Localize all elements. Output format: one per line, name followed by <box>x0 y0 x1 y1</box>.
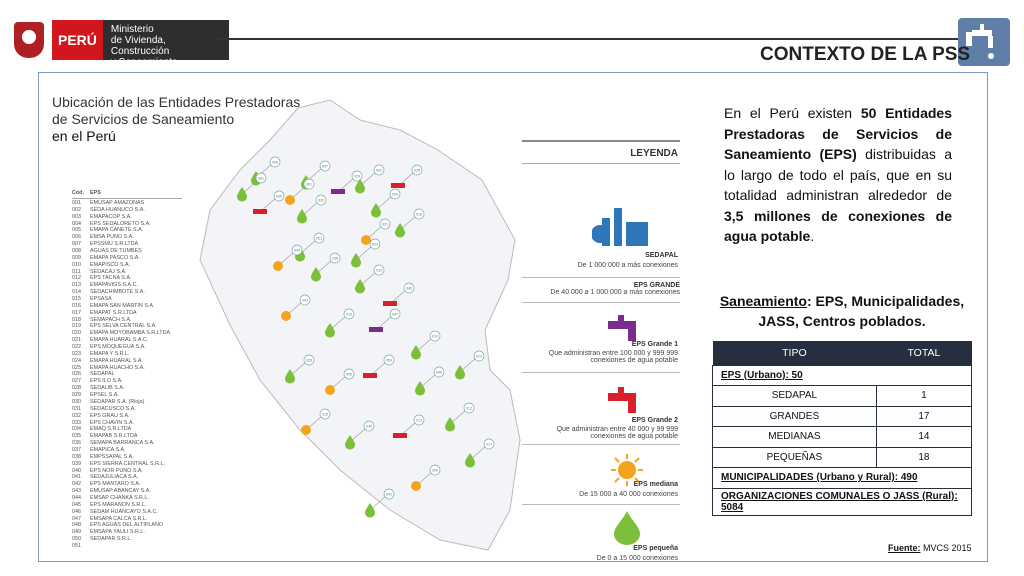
eps-name: EPS TACNA S.A. <box>90 275 132 282</box>
source-note <box>888 543 972 553</box>
eps-code: 013 <box>72 282 81 289</box>
table-row <box>713 386 972 407</box>
ministry-line: y Saneamiento <box>110 57 178 68</box>
source-value: MVCS 2015 <box>920 543 972 553</box>
peru-map <box>170 90 540 558</box>
eps-list-item <box>72 468 182 475</box>
legend-item-eps-grande-1 <box>522 303 680 373</box>
eps-code: 008 <box>72 248 81 255</box>
eps-name: EPS NOR PUNO S.A. <box>90 467 144 474</box>
sun-icon <box>285 195 295 205</box>
tipo-cell: GRANDES <box>713 406 877 427</box>
country-label: PERÚ <box>52 20 103 60</box>
eps-name: EPS GRAU S.A. <box>90 412 130 419</box>
legend-desc: De 15 000 a 40 000 conexiones <box>579 491 678 498</box>
eps-column-header: EPS <box>90 190 101 196</box>
eps-list-header <box>72 190 182 199</box>
eps-list-item <box>72 227 182 234</box>
intro-paragraph <box>724 103 952 247</box>
total-cell: 14 <box>876 427 971 448</box>
marker-label: 012 <box>466 406 472 411</box>
ministry-line: de Vivienda, Construcción <box>110 35 170 57</box>
eps-name: SEDAPAL <box>90 371 115 378</box>
intro-text: En el Perú existen <box>724 105 861 121</box>
total-cell: 18 <box>876 447 971 468</box>
ministry-line: Ministerio <box>110 24 154 35</box>
eps-code: 046 <box>72 508 81 515</box>
legend-desc: Que administran entre 40 000 y 99 999 conexiones de agua potable <box>556 426 678 440</box>
marker-label: 044 <box>294 248 300 253</box>
sun-icon <box>301 425 311 435</box>
legend-desc: De 0 a 15 000 conexiones <box>596 555 678 562</box>
eps-code: 015 <box>72 296 81 303</box>
eps-list-item <box>72 413 182 420</box>
eps-list-item <box>72 536 182 543</box>
eps-code: 048 <box>72 522 81 529</box>
eps-code: 001 <box>72 200 81 206</box>
eps-name: EPS MARAÑON S.R.L. <box>90 501 147 508</box>
eps-list-item <box>72 344 182 351</box>
page-title: CONTEXTO DE LA PSS <box>760 44 971 65</box>
marker-label: 018 <box>416 212 422 217</box>
code-column-header: Cód. <box>72 190 84 196</box>
eps-list-item <box>72 323 182 330</box>
legend-label: EPS GRANDE <box>633 282 680 289</box>
intro-bold: 50 Entidades Prestadoras de Servicios de Saneamiento (EPS) <box>724 105 952 162</box>
eps-code: 014 <box>72 289 81 296</box>
legend-heading: LEYENDA <box>522 140 680 164</box>
eps-name: AGUAS DE TUMBES <box>90 248 142 255</box>
eps-name: SEDA HUANUCO S.A. <box>90 206 145 213</box>
tap-icon <box>363 373 377 378</box>
legend-item-sedapal <box>522 166 680 278</box>
marker-label: 046 <box>436 370 442 375</box>
eps-code: 018 <box>72 316 81 323</box>
legend-desc: De 40 000 a 1 000 000 a más conexiones <box>550 289 680 296</box>
eps-name: SEMAPACH S.A. <box>90 316 132 323</box>
eps-code: 047 <box>72 515 81 522</box>
saneamiento-text: : EPS, Municipalidades, JASS, Centros poblados. <box>758 293 965 329</box>
eps-list-item <box>72 481 182 488</box>
eps-name: SEDACAJ S.A. <box>90 268 127 275</box>
sun-icon <box>281 311 291 321</box>
eps-list-item <box>72 351 182 358</box>
table-row <box>713 488 972 515</box>
eps-list-item <box>72 529 182 536</box>
municipalidades-cell: MUNICIPALIDADES (Urbano y Rural): 490 <box>713 468 972 489</box>
eps-name: EPS SELVA CENTRAL S.A. <box>90 323 157 330</box>
tipo-header: TIPO <box>713 341 877 365</box>
eps-list-item <box>72 296 182 303</box>
eps-list-item <box>72 399 182 406</box>
tap-icon <box>331 189 345 194</box>
source-label: Fuente: <box>888 543 921 553</box>
marker-label: 015 <box>322 412 328 417</box>
eps-code: 022 <box>72 344 81 351</box>
legend-item-eps-grande <box>522 278 680 303</box>
tap-icon <box>383 301 397 306</box>
eps-list-item <box>72 392 182 399</box>
eps-code: 017 <box>72 309 81 316</box>
marker-label: 002 <box>376 168 382 173</box>
marker-label: 005 <box>346 372 352 377</box>
eps-code: 038 <box>72 453 81 460</box>
eps-code: 032 <box>72 412 81 419</box>
eps-list-item <box>72 241 182 248</box>
table-row <box>713 468 972 489</box>
marker-label: 021 <box>382 222 388 227</box>
tipo-cell: SEDAPAL <box>713 386 877 407</box>
eps-code: 034 <box>72 426 81 433</box>
eps-list-item <box>72 385 182 392</box>
eps-name: EMSAPA CALCA S.R.L. <box>90 515 148 522</box>
eps-name: EPS SEDALORETO S.A. <box>90 220 151 227</box>
marker-label: 010 <box>432 334 438 339</box>
eps-list-item <box>72 420 182 427</box>
eps-list-item <box>72 275 182 282</box>
sun-icon <box>325 385 335 395</box>
marker-label: 016 <box>346 312 352 317</box>
eps-code: 016 <box>72 302 81 309</box>
legend-label: EPS Grande 1 <box>631 341 678 348</box>
eps-code: 004 <box>72 220 81 227</box>
eps-list-item <box>72 426 182 433</box>
legend-item-eps-grande-2 <box>522 373 680 445</box>
eps-name: SEDAJULIACA S.A. <box>90 474 139 481</box>
eps-list-item <box>72 433 182 440</box>
eps-code: 012 <box>72 275 81 282</box>
marker-label: 040 <box>366 424 372 429</box>
eps-code: 040 <box>72 467 81 474</box>
tap-icon <box>393 433 407 438</box>
eps-name: EMAPISCO S.A. <box>90 261 131 268</box>
eps-list-item <box>72 221 182 228</box>
legend-label: SEDAPAL <box>645 252 678 259</box>
tap-icon <box>253 209 267 214</box>
eps-code: 030 <box>72 398 81 405</box>
intro-text: . <box>810 228 815 244</box>
eps-code: 009 <box>72 254 81 261</box>
eps-name: EMAQ S.R.LTDA <box>90 426 132 433</box>
eps-list-item <box>72 543 182 550</box>
eps-code: 045 <box>72 501 81 508</box>
table-row <box>713 427 972 448</box>
eps-code: 042 <box>72 481 81 488</box>
eps-name: EMUSAP AMAZONAS <box>90 200 145 206</box>
table-row <box>713 406 972 427</box>
eps-name: EMAPA HUACHO S.A. <box>90 364 145 371</box>
map-legend <box>522 140 680 567</box>
eps-list-rows <box>72 200 182 550</box>
marker-label: 013 <box>416 418 422 423</box>
marker-label: 004 <box>392 192 398 197</box>
marker-label: 009 <box>432 468 438 473</box>
eps-code: 023 <box>72 350 81 357</box>
eps-list-item <box>72 358 182 365</box>
eps-name: SEMAPA BARRANCA S.A. <box>90 440 155 447</box>
eps-list-item <box>72 522 182 529</box>
organizaciones-cell: ORGANIZACIONES COMUNALES O JASS (Rural): 5084 <box>713 488 972 515</box>
eps-code: 044 <box>72 494 81 501</box>
eps-list-item <box>72 378 182 385</box>
eps-name: SEDAM HUANCAYO S.A.C. <box>90 508 158 515</box>
eps-name: EMAPAT S.R.LTDA <box>90 309 137 316</box>
ministry-logo <box>14 20 229 68</box>
table-row <box>713 447 972 468</box>
marker-label: 033 <box>376 268 382 273</box>
eps-name: EPS AGUAS DEL ALTIPLANO <box>90 522 164 529</box>
summary-table <box>712 341 972 516</box>
marker-label: 042 <box>386 492 392 497</box>
eps-code: 027 <box>72 378 81 385</box>
drop-icon <box>614 511 640 545</box>
legend-label: EPS mediana <box>633 481 678 488</box>
eps-code: 028 <box>72 385 81 392</box>
legend-desc: Que administran entre 100 000 y 999 999 conexiones de agua potable <box>548 350 678 364</box>
total-cell: 1 <box>876 386 971 407</box>
eps-name: EMPSSAPAL S.A. <box>90 453 134 460</box>
eps-code: 021 <box>72 337 81 344</box>
eps-list-item <box>72 282 182 289</box>
legend-desc: De 1 000 000 a más conexiones <box>577 262 678 269</box>
marker-label: 043 <box>302 298 308 303</box>
map-title-line: Ubicación de las Entidades Prestadoras <box>52 94 301 110</box>
legend-item-eps-mediana <box>522 445 680 505</box>
eps-name: EMAPICA S.A. <box>90 446 126 453</box>
eps-list-item <box>72 337 182 344</box>
marker-label: 026 <box>306 358 312 363</box>
eps-code: 024 <box>72 357 81 364</box>
eps-name: EPSASA <box>90 296 112 303</box>
eps-name: EMAPA HUARAL S.A. <box>90 357 144 364</box>
eps-name: EMUSAP ABANCAY S.A. <box>90 488 151 495</box>
eps-name: EMSA PUNO S.A. <box>90 234 134 241</box>
eps-name: EPS MOQUEGUA S.A. <box>90 344 146 351</box>
coat-of-arms-icon <box>14 22 44 58</box>
factory-icon <box>592 200 652 250</box>
eps-name: SEDAPAR S.A. (Rioja) <box>90 398 145 405</box>
marker-label: 047 <box>392 312 398 317</box>
eps-name: EPSEL S.A. <box>90 392 119 399</box>
eps-code: 010 <box>72 261 81 268</box>
legend-item-eps-pequena <box>522 505 680 567</box>
eps-code: 051 <box>72 542 81 549</box>
eps-code-list <box>72 190 182 550</box>
eps-name: EMAPA Y S.R.L. <box>90 350 130 357</box>
eps-name: EMAPACOP S.A. <box>90 213 132 220</box>
eps-name: SEDACUSCO S.A. <box>90 405 136 412</box>
eps-code: 033 <box>72 419 81 426</box>
eps-name: EPS MANTARO S.A. <box>90 481 141 488</box>
eps-list-item <box>72 502 182 509</box>
tap-icon <box>391 183 405 188</box>
tipo-cell: PEQUEÑAS <box>713 447 877 468</box>
legend-label: EPS Grande 2 <box>631 417 678 424</box>
eps-code: 036 <box>72 440 81 447</box>
eps-name: EMAPA PASCO S.A. <box>90 254 140 261</box>
eps-list-item <box>72 447 182 454</box>
eps-code: 041 <box>72 474 81 481</box>
eps-name: EPS SIERRA CENTRAL S.R.L. <box>90 460 165 467</box>
eps-list-item <box>72 303 182 310</box>
eps-list-item <box>72 474 182 481</box>
marker-label: 028 <box>414 168 420 173</box>
marker-label: 001 <box>306 182 312 187</box>
intro-bold: 3,5 millones de conexiones de agua potable <box>724 207 952 244</box>
eps-code: 005 <box>72 227 81 234</box>
eps-list-item <box>72 248 182 255</box>
eps-code: 043 <box>72 488 81 495</box>
eps-name: SEDALIB S.A. <box>90 385 125 392</box>
eps-group-cell: EPS (Urbano): 50 <box>713 365 972 386</box>
eps-list-item <box>72 371 182 378</box>
marker-label: 017 <box>486 442 492 447</box>
eps-list-item <box>72 214 182 221</box>
eps-name: SEDAPAR S.R.L. <box>90 536 132 543</box>
eps-code: 037 <box>72 446 81 453</box>
marker-label: 036 <box>332 256 338 261</box>
eps-list-item <box>72 289 182 296</box>
eps-list-item <box>72 516 182 523</box>
eps-code: 007 <box>72 241 81 248</box>
eps-list-item <box>72 255 182 262</box>
saneamiento-heading <box>712 291 972 331</box>
eps-name: EMAPAB S.R.LTDA <box>90 433 138 440</box>
marker-label: 006 <box>272 160 278 165</box>
eps-list-item <box>72 310 182 317</box>
marker-label: 022 <box>476 354 482 359</box>
marker-label: 045 <box>406 286 412 291</box>
marker-label: 035 <box>276 194 282 199</box>
eps-name: EMAPAVIGS S.A.C. <box>90 282 139 289</box>
eps-list-item <box>72 330 182 337</box>
legend-label: EPS pequeña <box>633 545 678 552</box>
marker-label: 023 <box>372 242 378 247</box>
eps-list-item <box>72 488 182 495</box>
eps-list-item <box>72 509 182 516</box>
eps-code: 050 <box>72 536 81 543</box>
intro-text: distribuidas a lo largo de todo el país, que en su totalidad administran alrededor de <box>724 146 952 203</box>
sun-icon <box>411 481 421 491</box>
eps-list-item <box>72 440 182 447</box>
eps-name: EPS ILO S.A. <box>90 378 123 385</box>
tipo-cell: MEDIANAS <box>713 427 877 448</box>
ministry-name <box>103 20 229 68</box>
eps-code: 003 <box>72 213 81 220</box>
eps-name: EMAPA SAN MARTIN S.A. <box>90 302 155 309</box>
eps-list-item <box>72 262 182 269</box>
eps-name: EMSAPA YAULI S.R.L. <box>90 529 145 536</box>
marker-label: 050 <box>386 358 392 363</box>
map-title-line: en el Perú <box>52 128 116 144</box>
eps-code: 011 <box>72 268 81 275</box>
eps-code: 020 <box>72 330 81 337</box>
eps-code: 029 <box>72 392 81 399</box>
eps-name: EMAPA CAÑETE S.A. <box>90 227 144 234</box>
marker-label: 029 <box>354 174 360 179</box>
eps-name: EPSSMU S.R.LTDA <box>90 241 139 248</box>
eps-code: 031 <box>72 405 81 412</box>
eps-list-item <box>72 207 182 214</box>
eps-name: EPS CHAVIN S.A. <box>90 419 134 426</box>
tap-icon <box>604 387 644 419</box>
eps-list-item <box>72 365 182 372</box>
eps-name: SEDACHIMBOTE S.A. <box>90 289 145 296</box>
map-title-line: de Servicios de Saneamiento <box>52 111 235 127</box>
eps-code: 026 <box>72 371 81 378</box>
eps-name: EMAPA MOYOBAMBA S.R.LTDA <box>90 330 171 337</box>
sun-icon <box>273 261 283 271</box>
eps-name: EMSAP CHANKA S.R.L. <box>90 494 149 501</box>
eps-list-item <box>72 454 182 461</box>
eps-name: EMAPA HUARAL S.A.C. <box>90 337 149 344</box>
eps-list-item <box>72 495 182 502</box>
total-header: TOTAL <box>876 341 971 365</box>
total-cell: 17 <box>876 406 971 427</box>
marker-label: 041 <box>258 176 264 181</box>
eps-list-item <box>72 200 182 207</box>
peru-territory <box>200 100 520 550</box>
eps-list-item <box>72 234 182 241</box>
marker-label: 007 <box>322 164 328 169</box>
header-divider <box>216 38 958 40</box>
eps-list-item <box>72 461 182 468</box>
eps-code: 025 <box>72 364 81 371</box>
drop-icon <box>365 503 375 518</box>
eps-list-item <box>72 269 182 276</box>
saneamiento-label: Saneamiento <box>719 293 807 309</box>
eps-code: 035 <box>72 433 81 440</box>
table-header-row <box>713 341 972 365</box>
tap-icon <box>369 327 383 332</box>
eps-code: 019 <box>72 323 81 330</box>
sun-icon <box>361 235 371 245</box>
marker-label: 051 <box>316 236 322 241</box>
eps-code: 006 <box>72 234 81 241</box>
marker-label: 032 <box>318 198 324 203</box>
eps-code: 039 <box>72 460 81 467</box>
table-row <box>713 365 972 386</box>
eps-list-item <box>72 317 182 324</box>
eps-code: 049 <box>72 529 81 536</box>
eps-code: 002 <box>72 206 81 213</box>
eps-list-item <box>72 406 182 413</box>
